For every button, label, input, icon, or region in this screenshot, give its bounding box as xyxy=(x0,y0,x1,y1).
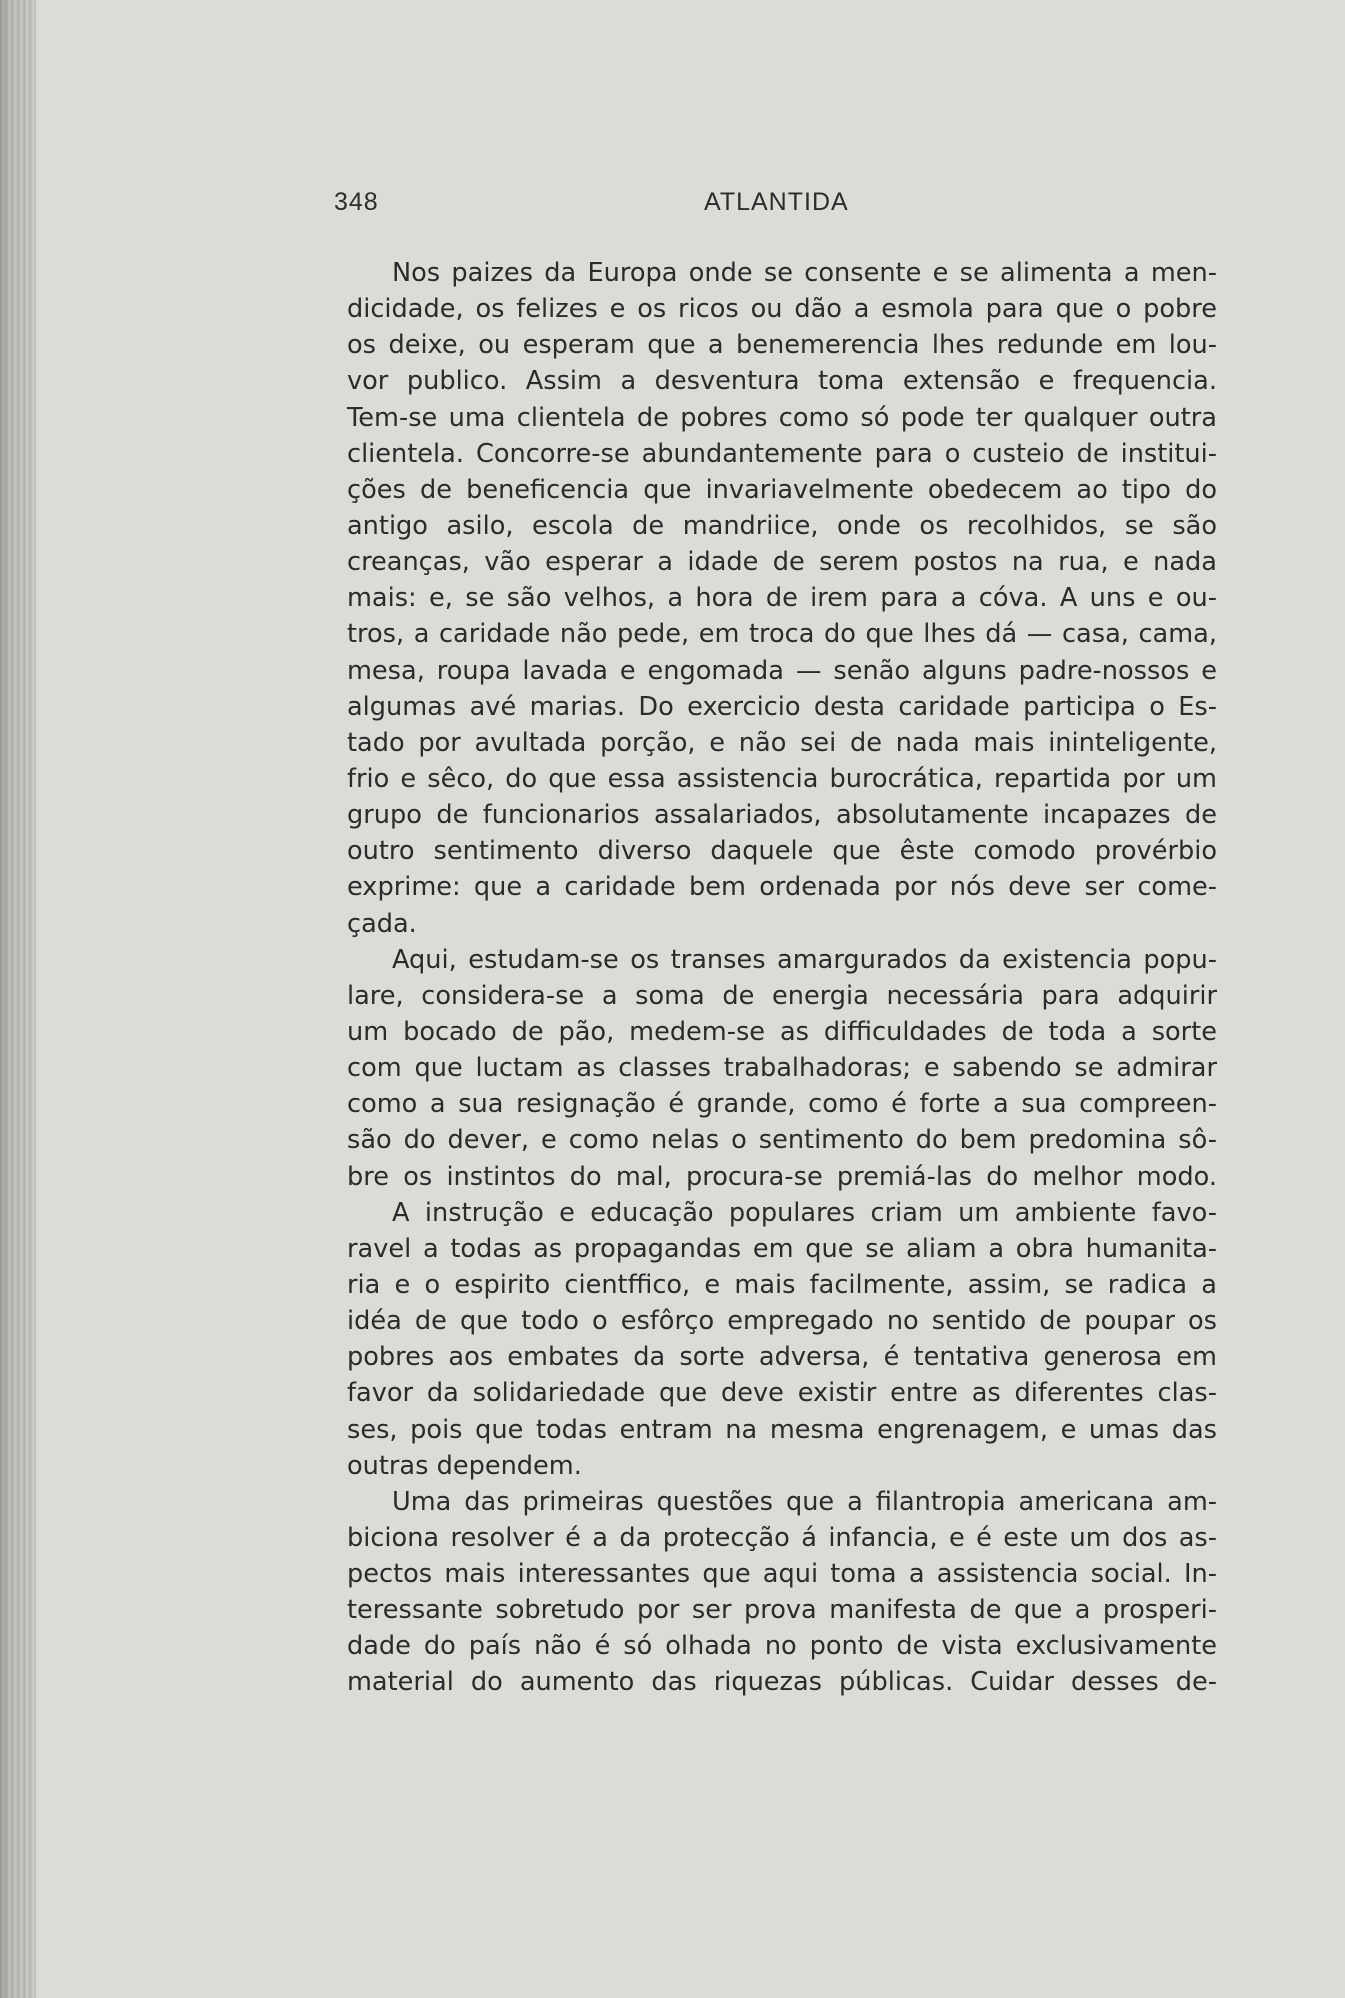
text-line: são do dever, e como nelas o sentimento do bem predomina sô- xyxy=(347,1125,1217,1156)
text-line: Tem-se uma clientela de pobres como só pode ter qualquer outra xyxy=(347,402,1217,433)
body-text xyxy=(347,255,1217,1701)
page-number: 348 xyxy=(334,188,379,216)
text-line: algumas avé marias. Do exercicio desta caridade participa o Es- xyxy=(347,691,1217,722)
text-line: exprime: que a caridade bem ordenada por nós deve ser come- xyxy=(347,872,1217,903)
text-line: tado por avultada porção, e não sei de nada mais ininteligente, xyxy=(347,727,1217,758)
text-line: creanças, vão esperar a idade de serem postos na rua, e nada xyxy=(347,547,1217,578)
text-line: outras dependem. xyxy=(347,1450,582,1481)
text-line: tros, a caridade não pede, em troca do que lhes dá — casa, cama, xyxy=(347,619,1217,650)
text-line: dicidade, os felizes e os ricos ou dão a esmola para que o pobre xyxy=(347,294,1217,325)
text-line: vor publico. Assim a desventura toma extensão e frequencia. xyxy=(347,366,1217,397)
text-line: ses, pois que todas entram na mesma engrenagem, e umas das xyxy=(347,1414,1217,1445)
text-line: frio e sêco, do que essa assistencia burocrática, repartida por um xyxy=(347,763,1217,794)
text-line: Uma das primeiras questões que a filantropia americana am- xyxy=(392,1486,1217,1517)
text-line: um bocado de pão, medem-se as difficuldades de toda a sorte xyxy=(347,1016,1217,1047)
page-header xyxy=(334,188,1214,228)
text-line: com que luctam as classes trabalhadoras; e sabendo se admirar xyxy=(347,1053,1217,1084)
text-line: A instrução e educação populares criam um ambiente favo- xyxy=(392,1197,1217,1228)
text-line: grupo de funcionarios assalariados, absolutamente incapazes de xyxy=(347,800,1217,831)
text-line: favor da solidariedade que deve existir entre as diferentes clas- xyxy=(347,1378,1217,1409)
text-line: mais: e, se são velhos, a hora de irem para a cóva. A uns e ou- xyxy=(347,583,1217,614)
text-line: çada. xyxy=(347,908,417,939)
text-line: ravel a todas as propagandas em que se aliam a obra humanita- xyxy=(347,1233,1217,1264)
text-line: lare, considera-se a soma de energia necessária para adquirir xyxy=(347,980,1217,1011)
text-line: ria e o espirito cientffico, e mais facilmente, assim, se radica a xyxy=(347,1269,1217,1300)
running-title: ATLANTIDA xyxy=(704,188,849,216)
text-line: ções de beneficencia que invariavelmente obedecem ao tipo do xyxy=(347,474,1217,505)
text-line: os deixe, ou esperam que a benemerencia lhes redunde em lou- xyxy=(347,330,1217,361)
text-line: clientela. Concorre-se abundantemente para o custeio de institui- xyxy=(347,438,1217,469)
text-line: antigo asilo, escola de mandriice, onde os recolhidos, se são xyxy=(347,510,1217,541)
text-line: como a sua resignação é grande, como é forte a sua compreen- xyxy=(347,1089,1217,1120)
text-line: teressante sobretudo por ser prova manifesta de que a prosperi- xyxy=(347,1595,1217,1626)
text-line: material do aumento das riquezas públicas. Cuidar desses de- xyxy=(347,1667,1217,1698)
text-line: pectos mais interessantes que aqui toma a assistencia social. In- xyxy=(347,1559,1217,1590)
text-line: mesa, roupa lavada e engomada — senão alguns padre-nossos e xyxy=(347,655,1217,686)
text-line: biciona resolver é a da protecção á infancia, e é este um dos as- xyxy=(347,1522,1217,1553)
text-line: dade do país não é só olhada no ponto de vista exclusivamente xyxy=(347,1631,1217,1662)
text-line: Nos paizes da Europa onde se consente e se alimenta a men- xyxy=(392,258,1217,288)
text-line: idéa de que todo o esfôrço empregado no sentido de poupar os xyxy=(347,1306,1217,1337)
text-line: bre os instintos do mal, procura-se premiá-las do melhor modo. xyxy=(347,1161,1217,1192)
text-line: Aqui, estudam-se os transes amargurados da existencia popu- xyxy=(392,944,1217,975)
text-line: outro sentimento diverso daquele que êste comodo provérbio xyxy=(347,836,1217,867)
text-line: pobres aos embates da sorte adversa, é tentativa generosa em xyxy=(347,1342,1217,1373)
binding-edge xyxy=(0,0,36,1998)
